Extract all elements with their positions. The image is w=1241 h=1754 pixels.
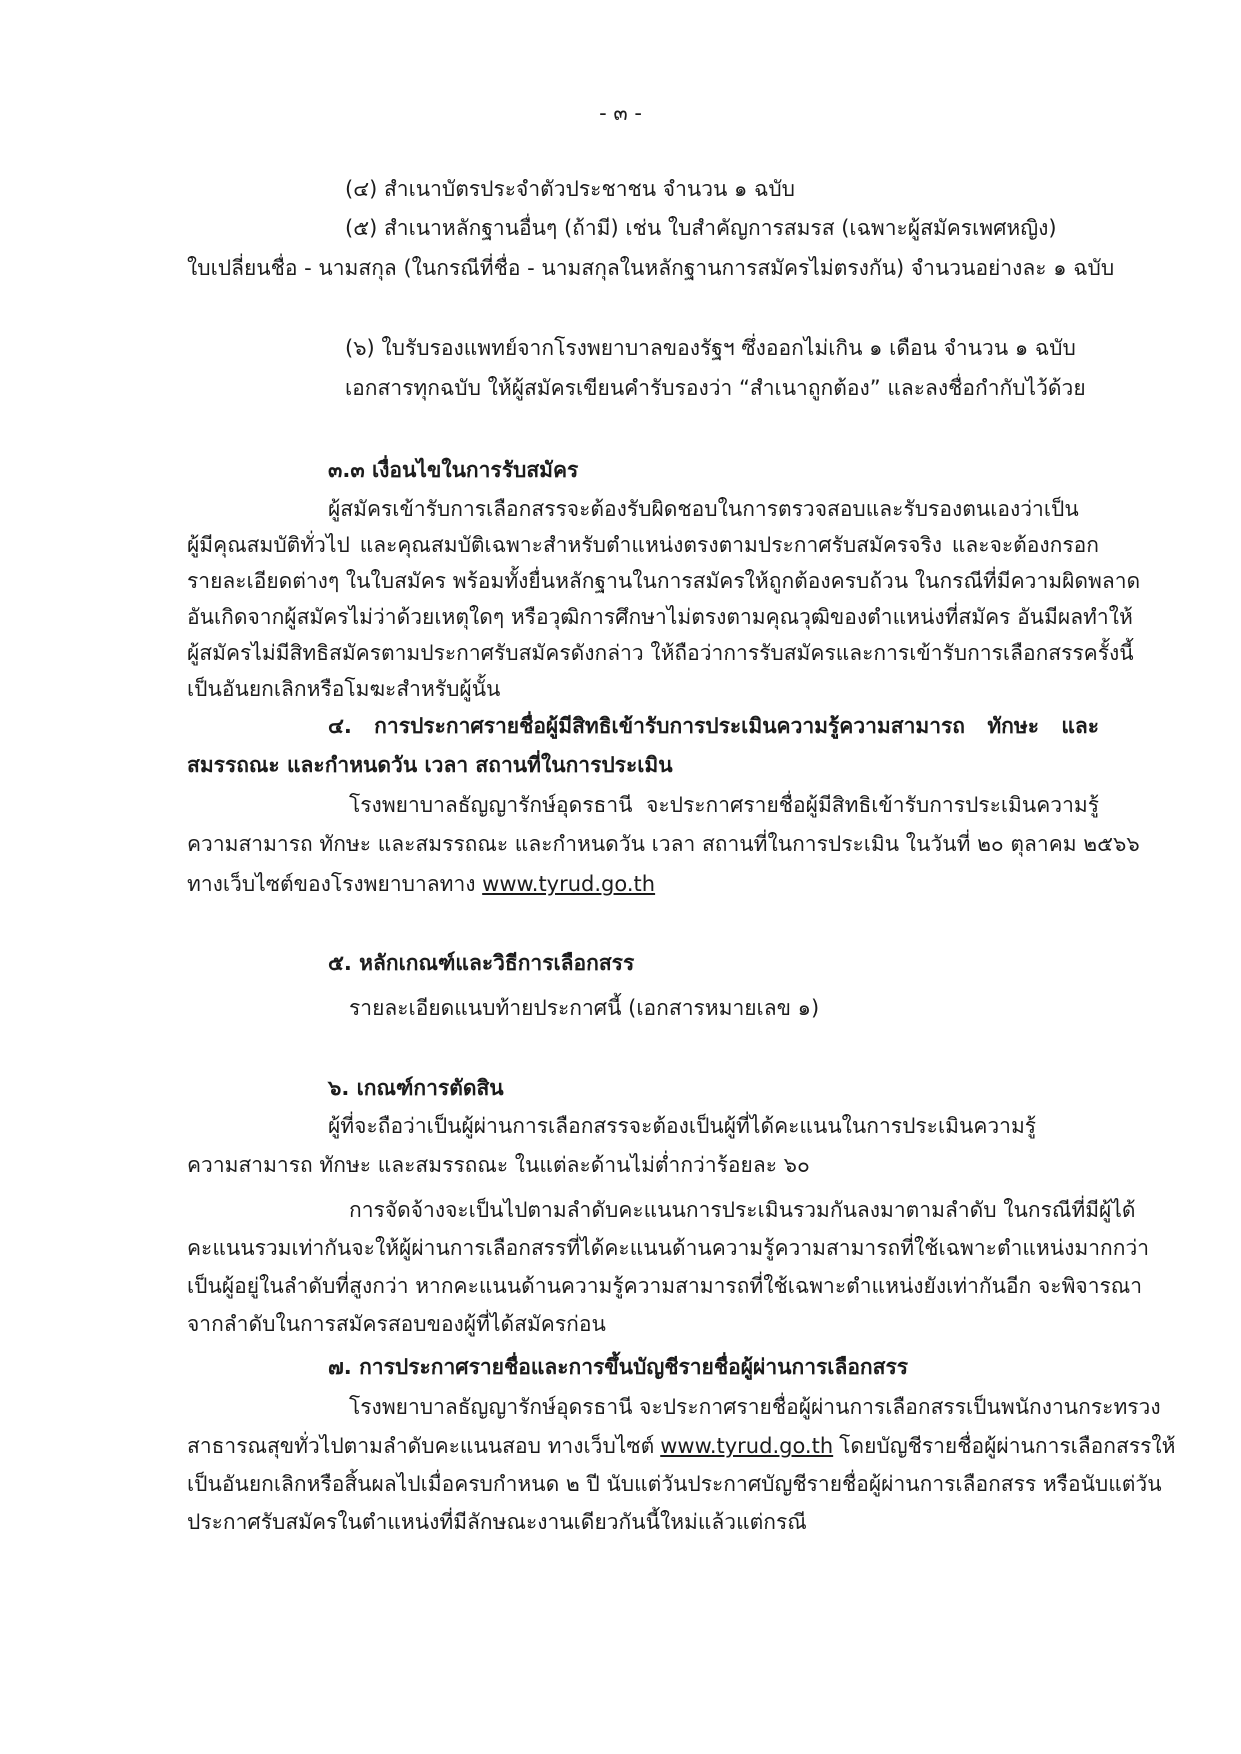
section-3-3-line: ผู้สมัครเข้ารับการเลือกสรรจะต้องรับผิดชอบในการตรวจสอบและรับรองตนเองว่าเป็น (328, 497, 1079, 521)
section-3-3-line: ผู้สมัครไม่มีสิทธิสมัครตามประกาศรับสมัครดังกล่าว ให้ถือว่าการรับสมัครและการเข้ารับการเลือกสรรครั้งนี้ (187, 641, 1134, 665)
item-4: (๔) สำเนาบัตรประจำตัวประชาชน จำนวน ๑ ฉบับ (345, 177, 796, 201)
item-6: (๖) ใบรับรองแพทย์จากโรงพยาบาลของรัฐฯ ซึ่งออกไม่เกิน ๑ เดือน จำนวน ๑ ฉบับ (345, 336, 1076, 360)
section-7-body-line4: ประกาศรับสมัครในตำแหน่งที่มีลักษณะงานเดียวกันนี้ใหม่แล้วแต่กรณี (187, 1510, 807, 1534)
section-6-p2-line: คะแนนรวมเท่ากันจะให้ผู้ผ่านการเลือกสรรที่ได้คะแนนด้านความรู้ความสามารถที่ใช้เฉพาะตำแหน่งมากกว่า (187, 1236, 1150, 1260)
certify-note: เอกสารทุกฉบับ ให้ผู้สมัครเขียนคำรับรองว่า “สำเนาถูกต้อง” และลงชื่อกำกับไว้ด้วย (345, 376, 1086, 400)
item-5-line1: (๕) สำเนาหลักฐานอื่นๆ (ถ้ามี) เช่น ใบสำคัญการสมรส (เฉพาะผู้สมัครเพศหญิง) (345, 216, 1057, 240)
section-7-body-line3: เป็นอันยกเลิกหรือสิ้นผลไปเมื่อครบกำหนด ๒ ปี นับแต่วันประกาศบัญชีรายชื่อผู้ผ่านการเลือกสรร หรือนับแต่วัน (187, 1472, 1162, 1496)
section-4-heading-line2: สมรรถณะ และกำหนดวัน เวลา สถานที่ในการประเมิน (187, 753, 673, 777)
section-7-heading: ๗. การประกาศรายชื่อและการขึ้นบัญชีรายชื่อผู้ผ่านการเลือกสรร (328, 1355, 909, 1379)
section-7-body-line2 (187, 1431, 1176, 1461)
section-7-line2-suffix: โดยบัญชีรายชื่อผู้ผ่านการเลือกสรรให้ (839, 1434, 1176, 1458)
section-3-3-line: อันเกิดจากผู้สมัครไม่ว่าด้วยเหตุใดๆ หรือวุฒิการศึกษาไม่ตรงตามคุณวุฒิของตำแหน่งที่สมัคร อันมีผลทำให้ (187, 605, 1133, 629)
section-5-heading: ๕. หลักเกณฑ์และวิธีการเลือกสรร (328, 951, 635, 975)
website-link[interactable]: www.tyrud.go.th (482, 872, 656, 896)
section-4-body-line2: ความสามารถ ทักษะ และสมรรถณะ และกำหนดวัน เวลา สถานที่ในการประเมิน ในวันที่ ๒๐ ตุลาคม ๒๕๖๖ (187, 832, 1140, 856)
section-7-line2-prefix: สาธารณสุขทั่วไปตามลำดับคะแนนสอบ ทางเว็บไซต์ (187, 1434, 655, 1458)
section-6-heading: ๖. เกณฑ์การตัดสิน (328, 1076, 504, 1100)
website-link[interactable]: www.tyrud.go.th (660, 1434, 834, 1458)
section-3-3-line: ผู้มีคุณสมบัติทั่วไป และคุณสมบัติเฉพาะสำหรับตำแหน่งตรงตามประกาศรับสมัครจริง และจะต้องกรอก (187, 533, 1099, 557)
section-6-p2-line: การจัดจ้างจะเป็นไปตามลำดับคะแนนการประเมินรวมกันลงมาตามลำดับ ในกรณีที่มีผู้ได้ (349, 1198, 1136, 1222)
item-5-line2: ใบเปลี่ยนชื่อ - นามสกุล (ในกรณีที่ชื่อ - นามสกุลในหลักฐานการสมัครไม่ตรงกัน) จำนวนอย่างละ ๑ ฉบับ (187, 256, 1115, 280)
section-3-3-line: รายละเอียดต่างๆ ในใบสมัคร พร้อมทั้งยื่นหลักฐานในการสมัครให้ถูกต้องครบถ้วน ในกรณีที่มีความผิดพลาด (187, 569, 1141, 593)
section-4-body-line3 (187, 869, 655, 899)
section-6-p2-line: เป็นผู้อยู่ในลำดับที่สูงกว่า หากคะแนนด้านความรู้ความสามารถที่ใช้เฉพาะตำแหน่งยังเท่ากันอีก จะพิจารณา (187, 1274, 1143, 1298)
section-6-p1-line2: ความสามารถ ทักษะ และสมรรถณะ ในแต่ละด้านไม่ต่ำกว่าร้อยละ ๖๐ (187, 1153, 810, 1177)
section-4-line3-text: ทางเว็บไซต์ของโรงพยาบาลทาง (187, 872, 483, 896)
section-3-3-line: เป็นอันยกเลิกหรือโมฆะสำหรับผู้นั้น (187, 677, 501, 701)
page-number: - ๓ - (599, 101, 642, 125)
section-4-heading-line1: ๔. การประกาศรายชื่อผู้มีสิทธิเข้ารับการประเมินความรู้ความสามารถ ทักษะ และ (328, 714, 1099, 738)
section-6-p1-line1: ผู้ที่จะถือว่าเป็นผู้ผ่านการเลือกสรรจะต้องเป็นผู้ที่ได้คะแนนในการประเมินความรู้ (328, 1114, 1037, 1138)
section-7-body-line1: โรงพยาบาลธัญญารักษ์อุดรธานี จะประกาศรายชื่อผู้ผ่านการเลือกสรรเป็นพนักงานกระทรวง (349, 1395, 1161, 1419)
section-5-body: รายละเอียดแนบท้ายประกาศนี้ (เอกสารหมายเลข ๑) (349, 996, 820, 1020)
section-3-3-heading: ๓.๓ เงื่อนไขในการรับสมัคร (328, 458, 579, 482)
section-4-body-line1: โรงพยาบาลธัญญารักษ์อุดรธานี จะประกาศรายชื่อผู้มีสิทธิเข้ารับการประเมินความรู้ (349, 793, 1099, 817)
section-6-p2-line: จากลำดับในการสมัครสอบของผู้ที่ได้สมัครก่อน (187, 1312, 606, 1336)
